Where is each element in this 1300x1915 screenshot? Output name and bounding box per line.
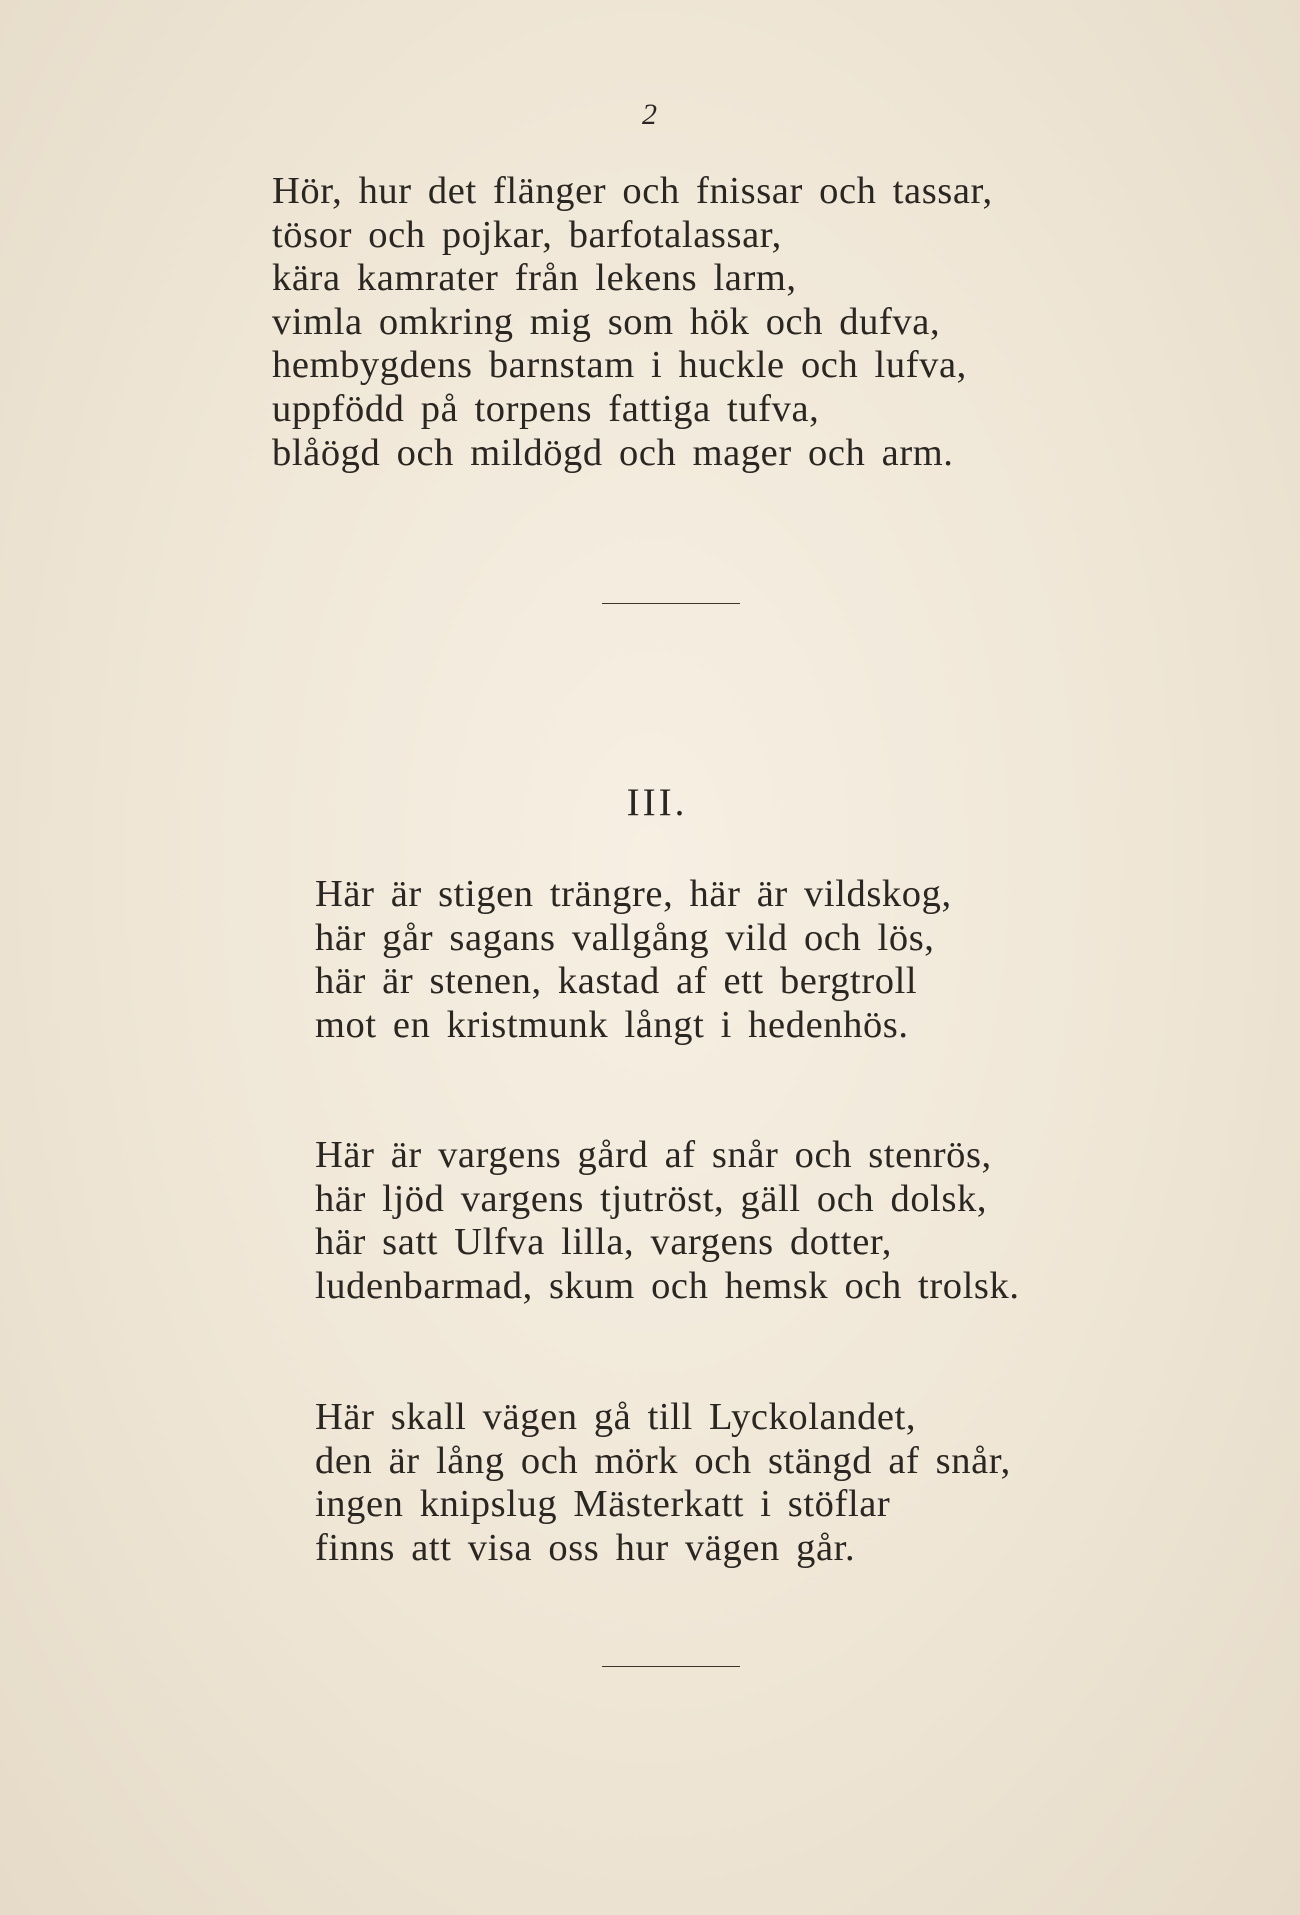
verse-line: mot en kristmunk långt i hedenhös. [315,1003,909,1046]
stanza [272,170,993,475]
verse-line: Här är stigen trängre, här är vildskog, [315,873,952,915]
verse-line: kära kamrater från lekens larm, [272,257,797,300]
verse-line: här satt Ulfva lilla, vargens dotter, [315,1221,893,1264]
verse-line: den är lång och mörk och stängd af snår, [315,1439,1011,1482]
stanza [315,1396,1011,1570]
verse-line: Här är vargens gård af snår och stenrös, [315,1134,992,1176]
verse-line: hembygdens barnstam i huckle och lufva, [272,344,967,387]
section-divider [602,603,740,604]
stanza [315,873,952,1047]
verse-line: här är stenen, kastad af ett bergtroll [315,960,918,1003]
verse-line: Hör, hur det flänger och fnissar och tassar, [272,170,993,212]
page-number: 2 [642,98,658,131]
verse-line: ludenbarmad, skum och hemsk och trolsk. [315,1264,1020,1307]
verse-line: finns att visa oss hur vägen går. [315,1526,856,1569]
section-heading: III. [626,781,688,824]
verse-line: blåögd och mildögd och mager och arm. [272,431,954,474]
verse-line: tösor och pojkar, barfotalassar, [272,213,782,256]
verse-line: Här skall vägen gå till Lyckolandet, [315,1396,917,1438]
stanza [315,1134,1020,1308]
verse-line: här går sagans vallgång vild och lös, [315,916,935,959]
verse-line: uppfödd på torpens fattiga tufva, [272,387,820,430]
verse-line: vimla omkring mig som hök och dufva, [272,300,941,343]
verse-line: här ljöd vargens tjutröst, gäll och dolsk, [315,1177,988,1220]
verse-line: ingen knipslug Mästerkatt i stöflar [315,1483,891,1526]
end-divider [602,1666,740,1667]
